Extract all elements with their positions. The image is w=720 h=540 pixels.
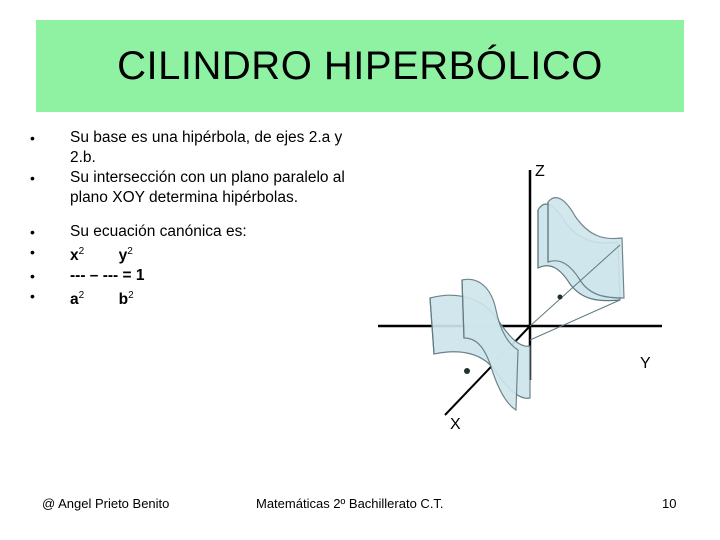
bullet-item [30, 266, 360, 286]
bullet-text: Su base es una hipérbola, de ejes 2.a y 2.b. [70, 129, 343, 166]
bullet-symbol: • [30, 170, 35, 186]
bullet-item [30, 286, 360, 310]
eq-x: x [70, 247, 79, 265]
surface-sheet-right-front [548, 198, 624, 298]
x-axis-label: X [450, 416, 461, 433]
bullet-symbol: • [30, 244, 35, 260]
equation-denominators [70, 286, 360, 310]
bullet-symbol: • [30, 224, 35, 240]
footer-course: Matemáticas 2º Bachillerato C.T. [256, 496, 444, 511]
eq-exp: 2 [128, 290, 134, 302]
equation-numerators [70, 242, 360, 266]
bullet-item [30, 128, 360, 168]
eq-b: b [118, 291, 129, 309]
title-band [36, 20, 684, 112]
bullet-symbol: • [30, 288, 35, 305]
hyperbolic-cylinder-diagram [370, 150, 670, 440]
bullet-symbol: • [30, 268, 35, 285]
footer-author: @ Angel Prieto Benito [42, 496, 170, 511]
bullet-text: Su intersección con un plano paralelo al plano XOY determina hipérbolas. [70, 169, 345, 206]
z-axis-label: Z [535, 163, 545, 180]
eq-a: a [70, 291, 79, 309]
bullet-item [30, 222, 360, 242]
eq-exp: 2 [127, 246, 133, 257]
bullet-item [30, 242, 360, 266]
bullet-item [30, 168, 360, 208]
equation-fraction-line: --- – --- = 1 [70, 267, 145, 285]
bullet-text: Su ecuación canónica es: [70, 223, 247, 240]
footer-page-number: 10 [662, 496, 677, 511]
eq-exp: 2 [78, 290, 85, 302]
bullet-list [30, 128, 360, 310]
eq-exp: 2 [78, 246, 85, 257]
bullet-symbol: • [30, 130, 35, 146]
surface-line [530, 300, 620, 340]
y-axis-label: Y [640, 355, 651, 372]
surface-tip [558, 295, 563, 300]
slide-title: CILINDRO HIPERBÓLICO [117, 43, 603, 88]
eq-y: y [118, 247, 128, 265]
surface-tip [464, 368, 470, 374]
